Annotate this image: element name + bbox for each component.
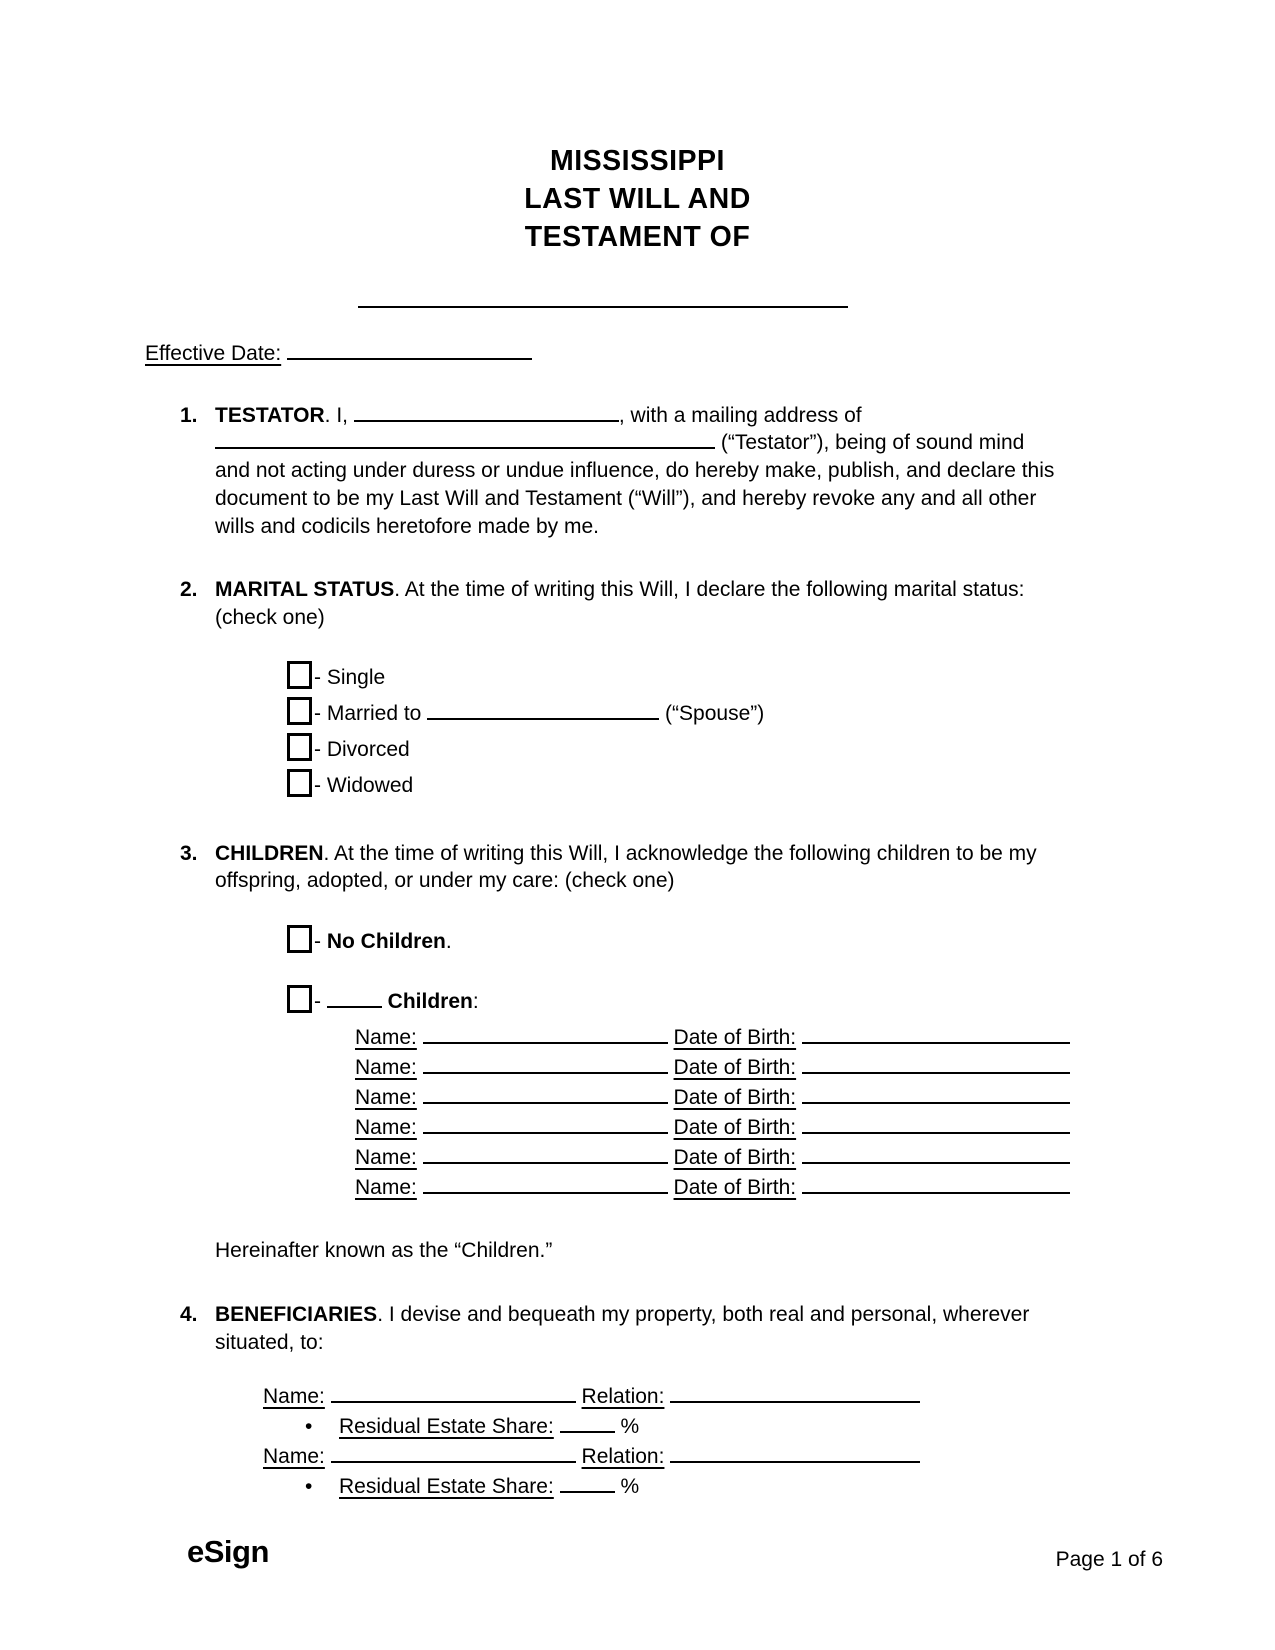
widowed-label: - Widowed — [314, 773, 414, 797]
married-checkbox[interactable] — [287, 697, 312, 725]
child-6-name-input-line[interactable] — [423, 1174, 668, 1194]
section-children-number: 3. — [180, 841, 198, 865]
section-marital-status — [145, 576, 1060, 803]
children-checkbox[interactable] — [287, 985, 312, 1013]
marital-text: . At the time of writing this Will, I declare the following marital status: (check one) — [215, 578, 1025, 630]
option-married-row — [287, 696, 1060, 732]
testator-name-blank-line[interactable] — [358, 304, 848, 308]
child-4-name-input-line[interactable] — [423, 1114, 668, 1134]
married-label: - Married to — [314, 701, 428, 725]
residual-share-label: Residual Estate Share: — [339, 1415, 554, 1439]
title-line-2: LAST WILL AND — [524, 183, 751, 215]
section-testator-number: 1. — [180, 403, 198, 427]
page-number: Page 1 of 6 — [1055, 1548, 1163, 1571]
children-count-prefix: - — [314, 990, 327, 1014]
child-name-label: Name: — [355, 1026, 417, 1050]
no-children-prefix: - — [314, 930, 327, 954]
section-marital-heading: MARITAL STATUS — [215, 578, 395, 602]
child-row-6 — [355, 1173, 1112, 1203]
divorced-label: - Divorced — [314, 737, 410, 761]
child-name-label: Name: — [355, 1056, 417, 1080]
child-4-dob-input-line[interactable] — [802, 1114, 1070, 1134]
child-dob-label: Date of Birth: — [673, 1116, 797, 1140]
child-1-dob-input-line[interactable] — [802, 1024, 1070, 1044]
beneficiaries-text: . I devise and bequeath my property, both real and personal, wherever situated, to: — [215, 1302, 1030, 1354]
section-marital-number: 2. — [180, 578, 198, 602]
residual-1-share-input-line[interactable] — [560, 1413, 615, 1433]
children-count-label: Children — [387, 990, 473, 1014]
child-name-label: Name: — [355, 1086, 417, 1110]
children-text: . At the time of writing this Will, I acknowledge the following children to be my offspring, adopted, or under my care: (check one) — [215, 841, 1037, 893]
section-testator — [145, 402, 1060, 541]
child-name-label: Name: — [355, 1116, 417, 1140]
no-children-suffix: . — [445, 930, 452, 954]
child-name-label: Name: — [355, 1146, 417, 1170]
child-3-dob-input-line[interactable] — [802, 1084, 1070, 1104]
effective-date-label: Effective Date: — [145, 342, 282, 365]
title-line-1: MISSISSIPPI — [550, 145, 725, 177]
residual-2-share-input-line[interactable] — [560, 1473, 615, 1493]
title-line-3: TESTAMENT OF — [524, 221, 751, 253]
residual-share-row-1 — [305, 1412, 1060, 1442]
child-row-2 — [355, 1053, 1112, 1083]
children-count-input-line[interactable] — [327, 988, 382, 1008]
option-widowed-row — [287, 768, 1060, 804]
beneficiary-1-name-input-line[interactable] — [331, 1383, 576, 1403]
bullet-icon: • — [305, 1475, 313, 1499]
testator-name-input-line[interactable] — [354, 402, 619, 422]
divorced-checkbox[interactable] — [287, 733, 312, 761]
child-dob-label: Date of Birth: — [673, 1176, 797, 1200]
residual-share-row-2 — [305, 1472, 1060, 1502]
section-testator-heading: TESTATOR — [215, 403, 325, 427]
child-row-5 — [355, 1143, 1112, 1173]
child-dob-label: Date of Birth: — [673, 1086, 797, 1110]
marital-options — [287, 660, 1060, 804]
beneficiary-1-relation-input-line[interactable] — [670, 1383, 920, 1403]
child-dob-label: Date of Birth: — [673, 1026, 797, 1050]
beneficiary-relation-label: Relation: — [581, 1385, 665, 1409]
percent-sign: % — [620, 1475, 640, 1499]
child-2-name-input-line[interactable] — [423, 1054, 668, 1074]
effective-date-input-line[interactable] — [287, 340, 532, 360]
esign-logo: eSign — [187, 1534, 269, 1569]
section-children — [145, 840, 1060, 1265]
no-children-label: No Children — [326, 930, 446, 954]
beneficiaries-list — [215, 1382, 1060, 1502]
testator-text-1: . I, — [324, 403, 354, 427]
beneficiary-row-2 — [263, 1442, 1060, 1472]
single-checkbox[interactable] — [287, 661, 312, 689]
beneficiary-2-name-input-line[interactable] — [331, 1443, 576, 1463]
document-title — [0, 142, 1275, 256]
married-suffix: (“Spouse”) — [659, 701, 765, 725]
hereinafter-note: Hereinafter known as the “Children.” — [215, 1239, 553, 1263]
child-1-name-input-line[interactable] — [423, 1024, 668, 1044]
child-dob-label: Date of Birth: — [673, 1056, 797, 1080]
bullet-icon: • — [305, 1415, 313, 1439]
widowed-checkbox[interactable] — [287, 769, 312, 797]
testator-text-3: (“Testator”), being of sound mind and not acting under duress or undue influence, do hereby make, publish, and declare this document to be my Last Will and Testament (“Will”), and hereby revoke any and all other wills and codicils heretofore made by me. — [215, 431, 1055, 538]
option-divorced-row — [287, 732, 1060, 768]
residual-share-label: Residual Estate Share: — [339, 1475, 554, 1499]
no-children-checkbox[interactable] — [287, 925, 312, 953]
child-5-dob-input-line[interactable] — [802, 1144, 1070, 1164]
child-row-3 — [355, 1083, 1112, 1113]
percent-sign: % — [620, 1415, 640, 1439]
section-beneficiaries-number: 4. — [180, 1302, 198, 1326]
child-2-dob-input-line[interactable] — [802, 1054, 1070, 1074]
child-3-name-input-line[interactable] — [423, 1084, 668, 1104]
effective-date-row — [145, 340, 1060, 368]
testator-text-2: , with a mailing address of — [618, 403, 862, 427]
child-name-label: Name: — [355, 1176, 417, 1200]
no-children-row — [287, 925, 1060, 957]
section-beneficiaries-heading: BENEFICIARIES — [215, 1302, 378, 1326]
section-children-heading: CHILDREN — [215, 841, 324, 865]
beneficiary-name-label: Name: — [263, 1445, 325, 1469]
testator-address-input-line[interactable] — [215, 429, 715, 449]
spouse-name-input-line[interactable] — [427, 700, 659, 720]
child-row-4 — [355, 1113, 1112, 1143]
child-row-1 — [355, 1023, 1112, 1053]
single-label: - Single — [314, 665, 386, 689]
option-single-row — [287, 660, 1060, 696]
beneficiary-relation-label: Relation: — [581, 1445, 665, 1469]
children-count-suffix: : — [472, 990, 479, 1014]
children-list — [355, 1023, 1112, 1203]
beneficiary-name-label: Name: — [263, 1385, 325, 1409]
child-5-name-input-line[interactable] — [423, 1144, 668, 1164]
children-count-row — [287, 985, 1060, 1017]
beneficiary-2-relation-input-line[interactable] — [670, 1443, 920, 1463]
section-beneficiaries — [145, 1301, 1060, 1502]
beneficiary-row-1 — [263, 1382, 1060, 1412]
child-6-dob-input-line[interactable] — [802, 1174, 1070, 1194]
child-dob-label: Date of Birth: — [673, 1146, 797, 1170]
